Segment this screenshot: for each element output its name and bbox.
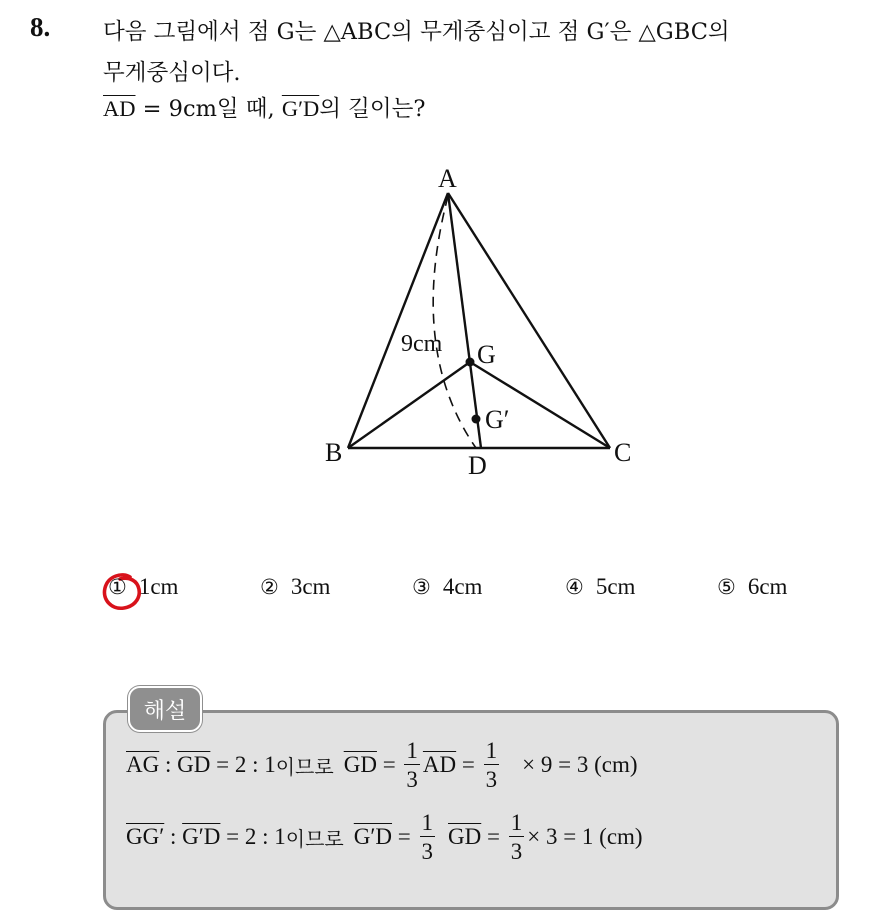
choice-2[interactable] bbox=[260, 574, 330, 600]
eq1-segment-ad: $\overline{AD}$ bbox=[422, 752, 457, 777]
eq1-segment-gd: $\overline{GD}$ bbox=[177, 752, 211, 777]
eq1-segment-gd-2: $\overline{GD}$ bbox=[343, 752, 377, 777]
median-ad bbox=[448, 193, 481, 448]
eq1-equals-2: = bbox=[456, 752, 481, 777]
eq2-segment-gg-prime: GG′ bbox=[126, 824, 165, 849]
choice-2-number: ② bbox=[260, 575, 279, 599]
eq2-colon: : bbox=[164, 824, 183, 849]
choice-1-text: 1cm bbox=[138, 574, 179, 599]
eq1-fraction-1: $\frac{1}{3}$ bbox=[406, 738, 418, 792]
label-length: 9cm bbox=[401, 331, 443, 357]
label-g: G bbox=[477, 340, 496, 369]
eq2-equals-2: = bbox=[481, 824, 506, 849]
choice-4[interactable] bbox=[565, 574, 635, 600]
triangle-figure bbox=[300, 160, 660, 490]
label-d: D bbox=[468, 451, 487, 480]
eq2-tail: × 3 = 1 (cm) bbox=[527, 824, 643, 849]
choice-4-number: ④ bbox=[565, 575, 584, 599]
dashed-brace-icon bbox=[433, 196, 476, 448]
choice-4-text: 5cm bbox=[595, 574, 636, 599]
question-line-2: 무게중심이다. bbox=[103, 60, 241, 86]
label-b: B bbox=[325, 438, 343, 467]
choice-2-text: 3cm bbox=[290, 574, 331, 599]
eq2-segment-g-prime-d-2: G′D bbox=[353, 824, 393, 849]
answer-choices bbox=[100, 570, 840, 614]
side-ac bbox=[448, 193, 610, 448]
eq1-equals: = bbox=[376, 752, 402, 777]
eq2-fraction-2: $\frac{1}{3}$ bbox=[510, 810, 523, 864]
eq1-fraction-2: $\frac{1}{3}$ bbox=[485, 738, 498, 792]
choice-1-number: ① bbox=[108, 575, 127, 599]
eq2-equals: = bbox=[392, 824, 417, 849]
explanation-tab: 해설 bbox=[128, 686, 202, 732]
question-number: 8. bbox=[30, 12, 51, 42]
eq1-tail: × 9 = 3 (cm) bbox=[522, 752, 638, 777]
eq2-ratio: = 2 : 1 bbox=[220, 824, 286, 849]
choice-1[interactable] bbox=[108, 574, 178, 600]
eq1-word: 이므로 bbox=[275, 754, 334, 779]
eq2-word: 이므로 bbox=[285, 826, 344, 851]
label-c: C bbox=[614, 438, 632, 467]
explanation-box bbox=[103, 710, 839, 910]
label-g-prime: G′ bbox=[485, 405, 510, 434]
eq2-segment-gd: $\overline{GD}$ bbox=[448, 824, 482, 849]
choice-5[interactable] bbox=[717, 574, 787, 600]
choice-3[interactable] bbox=[412, 574, 482, 600]
choice-5-number: ⑤ bbox=[717, 575, 736, 599]
segment-g-prime-d: G′D bbox=[281, 96, 320, 121]
choice-3-number: ③ bbox=[412, 575, 431, 599]
question-end-text: 의 길이는? bbox=[319, 96, 426, 122]
eq2-fraction-1: $\frac{1}{3}$ bbox=[421, 810, 434, 864]
point-g bbox=[466, 358, 475, 367]
eq1-segment-ag: $\overline{AG}$ bbox=[126, 752, 160, 777]
eq1-ratio: = 2 : 1 bbox=[210, 752, 276, 777]
eq1-colon: : bbox=[159, 752, 178, 777]
question-line-1: 다음 그림에서 점 G는 △ABC의 무게중심이고 점 G′은 △GBC의 bbox=[103, 19, 730, 45]
choice-3-text: 4cm bbox=[442, 574, 483, 599]
question-mid-text: = 9cm일 때, bbox=[135, 96, 282, 122]
explanation-equation-2 bbox=[126, 811, 643, 863]
point-g-prime bbox=[472, 415, 481, 424]
explanation-equation-1 bbox=[126, 739, 638, 791]
choice-5-text: 6cm bbox=[747, 574, 788, 599]
eq2-segment-g-prime-d: G′D bbox=[182, 824, 221, 849]
segment-ad: $\overline{AD}$ bbox=[103, 96, 136, 121]
label-a: A bbox=[438, 164, 457, 193]
question-line-3 bbox=[103, 91, 425, 123]
